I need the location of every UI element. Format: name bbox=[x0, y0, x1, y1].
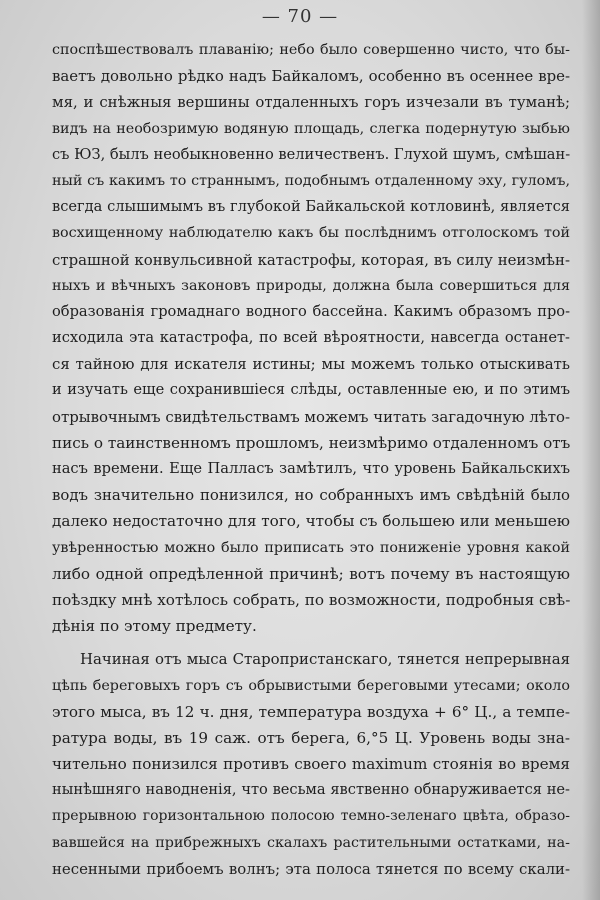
paragraph-gap bbox=[52, 639, 570, 646]
text-line: съ ЮЗ, былъ необыкновенно величественъ. Глухой шумъ, смѣшан- bbox=[52, 145, 570, 163]
text-line: дѣнія по этому предмету. bbox=[52, 617, 257, 636]
text-line: образованія громаднаго водного бассейна. Какимъ образомъ про- bbox=[52, 302, 570, 320]
page-number: — 70 — bbox=[261, 6, 339, 27]
text-line: либо одной опредѣленной причинѣ; вотъ почему въ настоящую bbox=[52, 564, 570, 583]
text-line: исходила эта катастрофа, по всей вѣроятности, навсегда останет- bbox=[52, 329, 570, 347]
text-line: страшной конвульсивной катастрофы, которая, въ силу неизмѣн- bbox=[52, 250, 570, 269]
text-line: споспѣшествовалъ плаванію; небо было совершенно чисто, что бы- bbox=[52, 42, 570, 58]
text-line: мя, и снѣжныя вершины отдаленныхъ горъ изчезали въ туманѣ; bbox=[52, 93, 570, 112]
text-line: и изучать еще сохранившіеся слѣды, оставленные ею, и по этимъ bbox=[52, 381, 570, 399]
text-line: цѣпь береговыхъ горъ съ обрывистыми береговыми утесами; около bbox=[52, 677, 570, 694]
text-line: ный съ какимъ то страннымъ, подобнымъ отдаленному эху, гуломъ, bbox=[52, 172, 570, 189]
body-text bbox=[52, 37, 570, 882]
text-line: водъ значительно понизился, но собранныхъ имъ свѣдѣній было bbox=[52, 486, 570, 505]
text-line: чительно понизился противъ своего maximum стоянія во время bbox=[52, 755, 570, 774]
text-line: Начиная отъ мыса Старопристанскаго, тянется непрерывная bbox=[80, 650, 570, 669]
text-line: восхищенному наблюдателю какъ бы послѣднимъ отголоскомъ той bbox=[52, 225, 570, 242]
paragraph-1 bbox=[52, 37, 570, 639]
text-line: отрывочнымъ свидѣтельствамъ можемъ читать загадочную лѣто- bbox=[52, 407, 570, 426]
text-line: всегда слышимымъ въ глубокой Байкальской котловинѣ, является bbox=[52, 198, 570, 216]
text-line: ратура воды, въ 19 саж. отъ берега, 6,°5 Ц. Уровень воды зна- bbox=[52, 728, 570, 747]
text-line: ваетъ довольно рѣдко надъ Байкаломъ, особенно въ осеннее вре- bbox=[52, 67, 570, 86]
text-line: видъ на необозримую водяную площадь, слегка подернутую зыбью bbox=[52, 120, 570, 137]
text-line: несенными прибоемъ волнъ; эта полоса тянется по всему скали- bbox=[52, 859, 570, 878]
text-line: поѣздку мнѣ хотѣлось собрать, по возможности, подробныя свѣ- bbox=[52, 590, 570, 609]
text-line: этого мыса, въ 12 ч. дня, температура воздуха + 6° Ц., а темпе- bbox=[52, 702, 570, 721]
text-line: ныхъ и вѣчныхъ законовъ природы, должна была совершиться для bbox=[52, 277, 570, 294]
text-line: насъ времени. Еще Палласъ замѣтилъ, что уровень Байкальскихъ bbox=[52, 460, 570, 477]
text-line: далеко недостаточно для того, чтобы съ большею или меньшею bbox=[52, 512, 570, 531]
text-line: вавшейся на прибрежныхъ скалахъ растительными остатками, на- bbox=[52, 834, 570, 851]
text-line: пись о таинственномъ прошломъ, неизмѣримо отдаленномъ отъ bbox=[52, 433, 570, 452]
text-line: нынѣшняго наводненія, что весьма явственно обнаруживается не- bbox=[52, 781, 570, 799]
text-line: ся тайною для искателя истины; мы можемъ только отыскивать bbox=[52, 355, 570, 374]
paragraph-2 bbox=[52, 646, 570, 882]
text-line: прерывною горизонтальною полосою темно-зеленаго цвѣта, образо- bbox=[52, 808, 570, 825]
text-line: увѣренностью можно было приписать это пониженіе уровня какой bbox=[52, 539, 570, 556]
